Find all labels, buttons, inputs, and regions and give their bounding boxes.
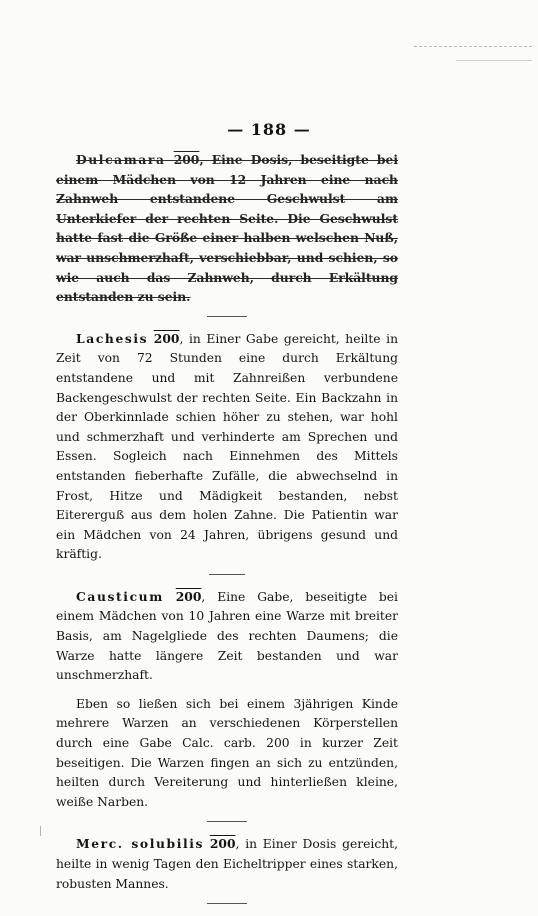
paragraph-text: , in Einer Dosis gereicht, heilte in wenig Tagen den Eicheltripper eines starken, robusten Mannes. — [56, 837, 398, 891]
margin-mark — [40, 826, 41, 836]
closing-rule — [207, 903, 247, 904]
separator-rule — [207, 316, 247, 317]
scan-edge-mark-lower — [456, 60, 532, 61]
scan-edge-mark — [414, 46, 532, 47]
separator-rule — [209, 574, 245, 575]
remedy-name: Lachesis — [76, 330, 149, 346]
paragraph-dulcamara — [56, 150, 398, 307]
remedy-name: Merc. solubilis — [76, 836, 205, 852]
paragraph-text: , Eine Gabe, beseitigte bei einem Mädchen von 10 Jahren eine Warze mit breiter Basis, am Nagelgliede des rechten Daumens; die Warze hatte längere Zeit bestanden und war unschmerzhaft. — [56, 589, 398, 683]
paragraph-merc — [56, 834, 398, 894]
dose-value: 200 — [175, 588, 202, 604]
paragraph-text: , Eine Dosis, beseitigte bei einem Mädchen von 12 Jahren eine nach Zahnweh entstandene Geschwulst am Unterkiefer der rechten Seite. Die Geschwulst hatte fast die Größe einer halben welschen Nuß, war unschmerzhaft, verschiebbar, und schien, so wie auch das Zahnweh, durch Erkältung entstanden zu sein. — [56, 152, 398, 305]
dose-value: 200 — [173, 152, 200, 167]
remedy-name: Causticum — [76, 588, 164, 604]
separator-rule — [207, 821, 247, 822]
paragraph-causticum — [56, 587, 398, 686]
body-text — [56, 150, 398, 916]
paragraph-warzen — [56, 695, 398, 813]
remedy-name: Dulcamara — [76, 152, 166, 167]
dose-value: 200 — [153, 330, 180, 346]
dose-value: 200 — [209, 836, 236, 852]
paragraph-text: Eben so ließen sich bei einem 3jährigen Kinde mehrere Warzen an verschiedenen Körperstellen durch eine Gabe Calc. carb. 200 in kurzer Zeit beseitigen. Die Warzen fingen an sich zu entzünden, heilten durch Vereiterung und hinterließen kleine, weiße Narben. — [56, 696, 398, 809]
page-number: — 188 — — [227, 120, 311, 139]
paragraph-text: , in Einer Gabe gereicht, heilte in Zeit von 72 Stunden eine durch Erkältung entstandene und mit Zahnreißen verbundene Backengeschwulst der rechten Seite. Ein Backzahn in der Oberkinnlade schien höher zu stehen, war hohl und schmerzhaft und verhinderte am Sprechen und Essen. Sogleich nach Einnehmen des Mittels entstanden fieberhafte Zufälle, die abwechselnd in Frost, Hitze und Mädigkeit bestanden, nebst Eitererguß aus dem holen Zahne. Die Patientin war ein Mädchen von 24 Jahren, übrigens gesund und kräftig. — [56, 331, 399, 562]
paragraph-lachesis — [56, 329, 398, 565]
